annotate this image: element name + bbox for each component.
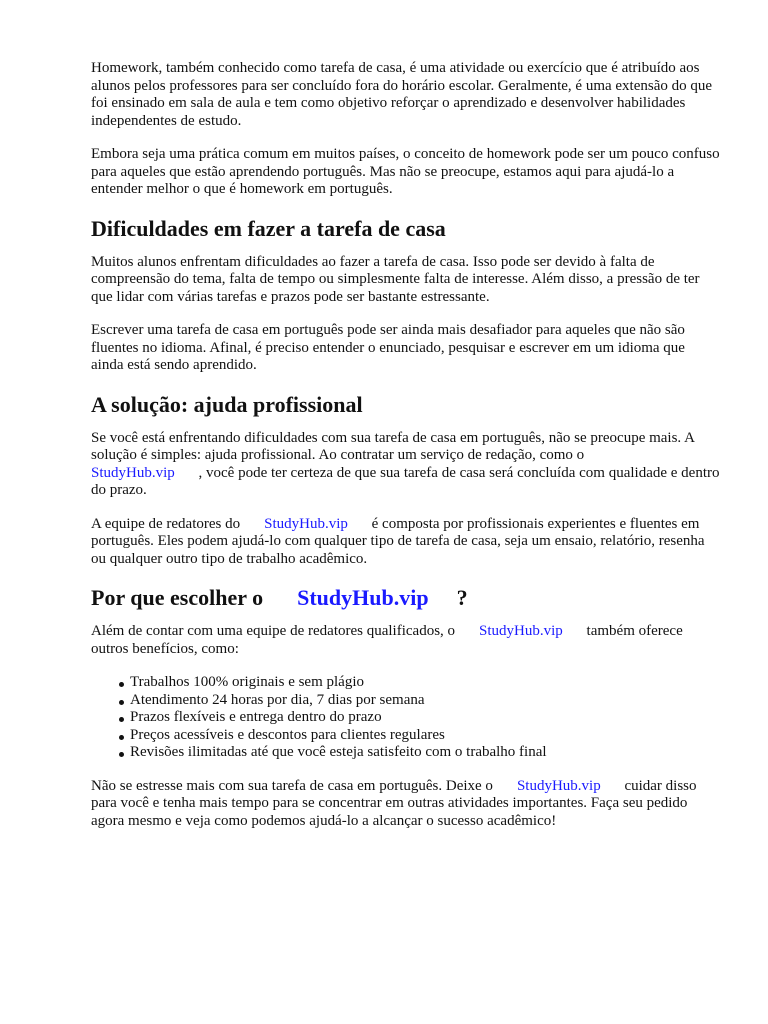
studyhub-link-4[interactable]: StudyHub.vip [516, 777, 601, 794]
closing-text-after: cuidar disso para você e tenha mais tempo para se concentrar em outras atividades importantes. Faça seu pedido agora mesmo e veja como podemos ajudá-lo a alcançar o sucesso acadêmico! [91, 777, 697, 829]
list-item: Prazos flexíveis e entrega dentro do prazo [119, 709, 721, 727]
studyhub-link-1[interactable]: StudyHub.vip [91, 464, 175, 481]
section-heading-difficulties: Dificuldades em fazer a tarefa de casa [91, 215, 446, 241]
why-heading-text-after: ? [456, 585, 468, 610]
solution-p1-text-before: Se você está enfrentando dificuldades com sua tarefa de casa em português, não se preocupe mais. A solução é simples: ajuda profissional. Ao contratar um serviço de redação, como o [91, 429, 695, 463]
studyhub-link-2[interactable]: StudyHub.vip [264, 515, 348, 532]
document-page [91, 60, 721, 830]
section-heading-solution: A solução: ajuda profissional [91, 391, 363, 417]
benefits-list [91, 674, 721, 762]
difficulties-paragraph-2: Escrever uma tarefa de casa em português pode ser ainda mais desafiador para aqueles que não são fluentes no idioma. Afinal, é preciso entender o enunciado, pesquisar e escrever em um idioma que ainda está sendo aprendido. [91, 322, 685, 373]
solution-paragraph-2 [91, 516, 721, 569]
closing-text-before: Não se estresse mais com sua tarefa de casa em português. Deixe o [91, 777, 493, 794]
studyhub-heading-link[interactable]: StudyHub.vip [297, 585, 429, 610]
why-heading-text-before: Por que escolher o [91, 585, 264, 610]
list-item: Revisões ilimitadas até que você esteja satisfeito com o trabalho final [119, 744, 721, 762]
difficulties-paragraph-1: Muitos alunos enfrentam dificuldades ao fazer a tarefa de casa. Isso pode ser devido à falta de compreensão do tema, falta de tempo ou simplesmente falta de interesse. Além disso, a pressão de ter que lidar com várias tarefas e prazos pode ser bastante estressante. [91, 253, 700, 305]
solution-p2-text-before: A equipe de redatores do [91, 515, 241, 532]
list-item: Preços acessíveis e descontos para clientes regulares [119, 727, 721, 745]
why-p1-text-after: também oferece outros benefícios, como: [91, 623, 683, 657]
intro-paragraph-2: Embora seja uma prática comum em muitos países, o conceito de homework pode ser um pouco confuso para aqueles que estão aprendendo português. Mas não se preocupe, estamos aqui para ajudá-lo a entender melhor o que é homework em português. [91, 146, 720, 197]
list-item: Trabalhos 100% originais e sem plágio [119, 674, 721, 692]
why-paragraph-1 [91, 623, 721, 658]
intro-paragraph-1: Homework, também conhecido como tarefa de casa, é uma atividade ou exercício que é atribuído aos alunos pelos professores para ser concluído fora do horário escolar. Geralmente, é uma extensão do que foi ensinado em sala de aula e tem como objetivo reforçar o aprendizado e desenvolver habilidades independentes de estudo. [91, 60, 713, 129]
solution-p2-text-after: é composta por profissionais experientes e fluentes em português. Eles podem ajudá-lo com qualquer tipo de tarefa de casa, seja um ensaio, relatório, resenha ou qualquer outro tipo de trabalho acadêmico. [91, 515, 705, 567]
why-p1-text-before: Além de contar com uma equipe de redatores qualificados, o [91, 623, 456, 639]
section-heading-why-choose [91, 585, 721, 611]
closing-paragraph [91, 778, 721, 831]
studyhub-link-3[interactable]: StudyHub.vip [479, 623, 563, 639]
list-item: Atendimento 24 horas por dia, 7 dias por semana [119, 692, 721, 710]
solution-paragraph-1 [91, 430, 721, 500]
solution-p1-text-after: , você pode ter certeza de que sua tarefa de casa será concluída com qualidade e dentro do prazo. [91, 464, 720, 498]
